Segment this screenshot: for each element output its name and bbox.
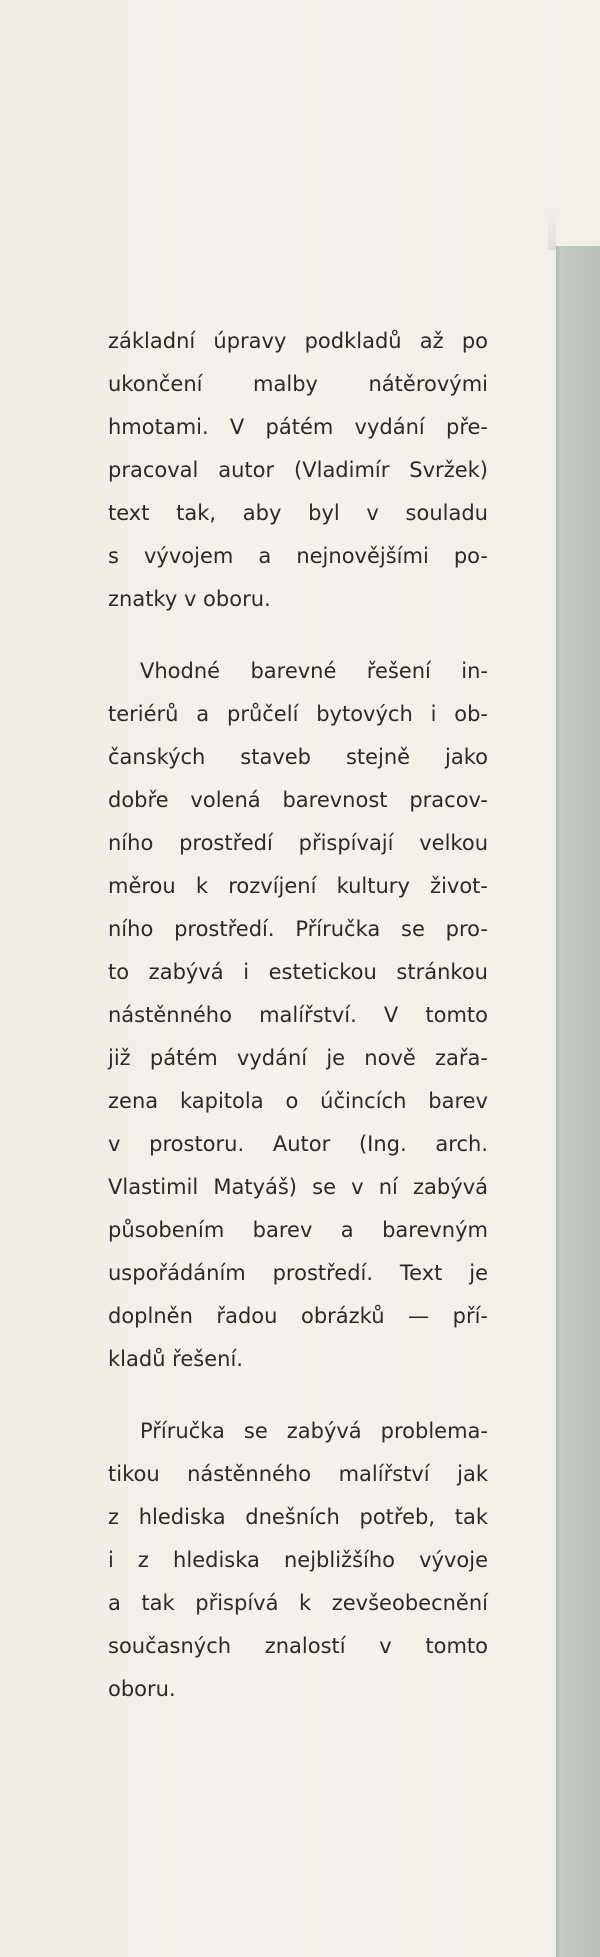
text-line: základní úpravy podkladů až po <box>108 329 488 353</box>
text-line: v prostoru. Autor (Ing. arch. <box>108 1132 488 1156</box>
text-line: znatky v oboru. <box>108 587 271 611</box>
text-line: a tak přispívá k zevšeobecnění <box>108 1591 488 1615</box>
text-line: oboru. <box>108 1677 176 1701</box>
flap-text <box>108 320 488 1740</box>
edge-shadow <box>548 210 556 250</box>
text-line: čanských staveb stejně jako <box>108 745 488 769</box>
text-line: z hlediska dnešních potřeb, tak <box>108 1505 488 1529</box>
text-line: hmotami. V pátém vydání pře- <box>108 415 488 439</box>
text-line: text tak, aby byl v souladu <box>108 501 488 525</box>
text-line: ního prostředí. Příručka se pro- <box>108 917 488 941</box>
text-line: nástěnného malířství. V tomto <box>108 1003 488 1027</box>
text-line: již pátém vydání je nově zařa- <box>108 1046 488 1070</box>
text-line: s vývojem a nejnovějšími po- <box>108 544 488 568</box>
text-line: působením barev a barevným <box>108 1218 488 1242</box>
text-line: to zabývá i estetickou stránkou <box>108 960 488 984</box>
text-line: měrou k rozvíjení kultury život- <box>108 874 488 898</box>
paragraph-1 <box>108 320 488 621</box>
text-line: zena kapitola o účincích barev <box>108 1089 488 1113</box>
text-line: uspořádáním prostředí. Text je <box>108 1261 488 1285</box>
text-line: ního prostředí přispívají velkou <box>108 831 488 855</box>
text-line: dobře volená barevnost pracov- <box>108 788 488 812</box>
text-line: současných znalostí v tomto <box>108 1634 488 1658</box>
text-line: pracoval autor (Vladimír Svržek) <box>108 458 488 482</box>
text-line: i z hlediska nejbližšího vývoje <box>108 1548 488 1572</box>
text-line: Příručka se zabývá problema- <box>140 1419 488 1443</box>
cover-spine-strip <box>556 246 600 1957</box>
paragraph-3 <box>108 1410 488 1711</box>
text-line: Vlastimil Matyáš) se v ní zabývá <box>108 1175 488 1199</box>
text-line: teriérů a průčelí bytových i ob- <box>108 702 488 726</box>
text-line: Vhodné barevné řešení in- <box>140 659 488 683</box>
text-line: ukončení malby nátěrovými <box>108 372 488 396</box>
text-line: doplněn řadou obrázků — pří- <box>108 1304 488 1328</box>
text-line: tikou nástěnného malířství jak <box>108 1462 488 1486</box>
text-line: kladů řešení. <box>108 1347 243 1371</box>
paragraph-2 <box>108 650 488 1381</box>
